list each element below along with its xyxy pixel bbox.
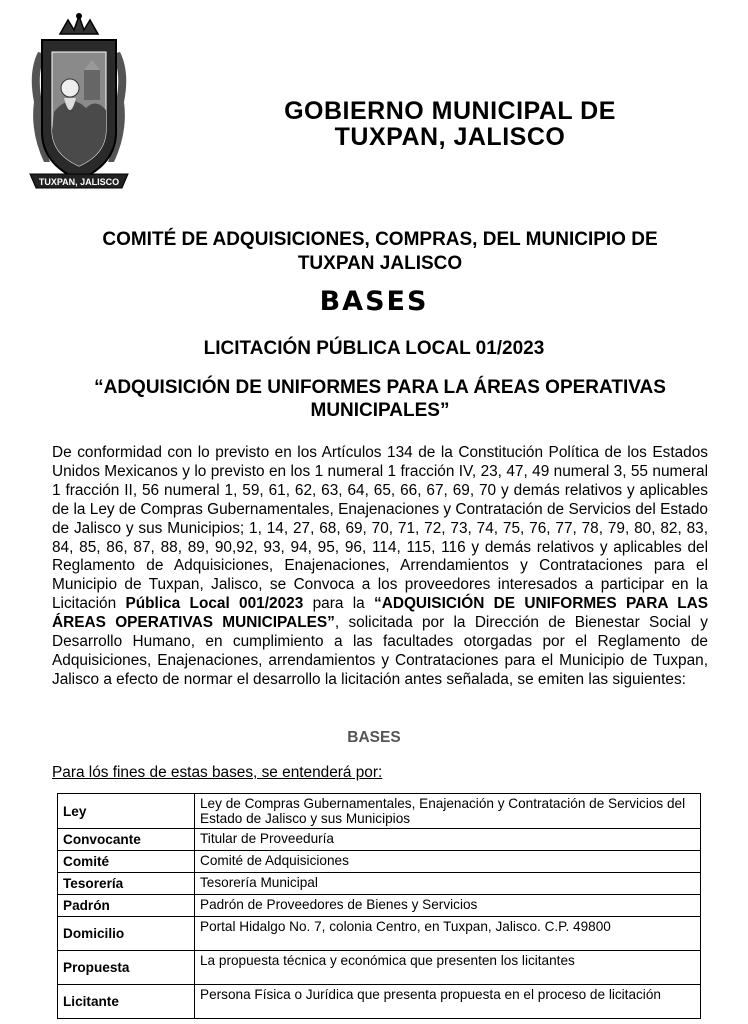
definition-term: Licitante [58,985,195,1019]
licitacion-heading: LICITACIÓN PÚBLICA LOCAL 01/2023 [203,338,545,359]
paragraph-text-2: para la [303,595,375,613]
table-row [58,873,701,895]
paragraph-bold-2: “ADQUISICIÓN DE UNIFORMES PARA LAS ÁREAS OPERATIVAS MUNICIPALES” [52,595,708,632]
table-row [58,851,701,873]
definition-text: Comité de Adquisiciones [195,851,701,873]
definitions-intro: Para lós fines de estas bases, se entenderá por: [52,764,383,781]
committee-line2: TUXPAN JALISCO [297,253,463,274]
definition-text: Tesorería Municipal [195,873,701,895]
definition-text: Titular de Proveeduría [195,829,701,851]
table-row [58,895,701,917]
definition-term: Convocante [58,829,195,851]
definition-text: Padrón de Proveedores de Bienes y Servicios [195,895,701,917]
government-title-line1: GOBIERNO MUNICIPAL DE [284,97,616,125]
paragraph-text-1: De conformidad con lo previsto en los Artículos 134 de la Constitución Política de los Estados Unidos Mexicanos y lo previsto en los 1 numeral 1 fracción IV, 23, 47, 49 numeral 3, 55 numeral 1 fracción II, 56 numeral 1, 59, 61, 62, 63, 64, 65, 66, 67, 69, 70 y demás relativos y aplicables de la Ley de Compras Gubernamentales, Enajenaciones y Contratación de Servicios del Estado de Jalisco y sus Municipios; 1, 14, 27, 68, 69, 70, 71, 72, 73, 74, 75, 76, 77, 78, 79, 80, 82, 83, 84, 85, 86, 87, 88, 89, 90,92, 93, 94, 95, 96, 114, 115, 116 y demás relativos y aplicables del Reglamento de Adquisiciones, Enajenaciones, Arrendamientos y Contrataciones para el Municipio de Tuxpan, Jalisco, se Convoca a los proveedores interesados a participar en la Licitación [52,444,708,613]
table-row [58,985,701,1019]
paragraph-bold-1: Pública Local 001/2023 [125,595,304,613]
definition-term: Padrón [58,895,195,917]
committee-line1: COMITÉ DE ADQUISICIONES, COMPRAS, DEL MUNICIPIO DE [102,229,658,250]
table-row [58,917,701,951]
acquisition-title-line1: “ADQUISICIÓN DE UNIFORMES PARA LA ÁREAS OPERATIVAS [94,377,666,398]
table-row [58,951,701,985]
definition-term: Domicilio [58,917,195,951]
definition-text: Portal Hidalgo No. 7, colonia Centro, en Tuxpan, Jalisco. C.P. 49800 [195,917,701,951]
definition-term: Propuesta [58,951,195,985]
definitions-table [57,793,701,1019]
committee-heading [40,228,720,276]
definition-text: Persona Física o Jurídica que presenta propuesta en el proceso de licitación [195,985,701,1019]
government-title [200,98,700,150]
definition-term: Comité [58,851,195,873]
bases-subheading: BASES [347,729,401,746]
definition-term: Ley [58,794,195,829]
definition-text: Ley de Compras Gubernamentales, Enajenación y Contratación de Servicios del Estado de Jalisco y sus Municipios [195,794,701,829]
seal-banner-text: TUXPAN, JALISCO [38,177,120,187]
municipal-seal-logo [20,12,138,198]
legal-paragraph [52,444,708,690]
acquisition-title [40,376,720,422]
acquisition-title-line2: MUNICIPALES” [310,400,450,421]
table-row [58,829,701,851]
government-title-line2: TUXPAN, JALISCO [334,123,566,151]
table-row [58,794,701,829]
definition-text: La propuesta técnica y económica que presenten los licitantes [195,951,701,985]
definition-term: Tesorería [58,873,195,895]
bases-title: BASES [319,286,429,317]
paragraph-text-3: , solicitada por la Dirección de Bienestar Social y Desarrollo Humano, en cumplimiento a las facultades otorgadas por el Reglamento de Adquisiciones, Enajenaciones, arrendamientos y Contrataciones para el Municipio de Tuxpan, Jalisco a efecto de normar el desarrollo la licitación antes señalada, se emiten las siguientes: [52,614,708,688]
